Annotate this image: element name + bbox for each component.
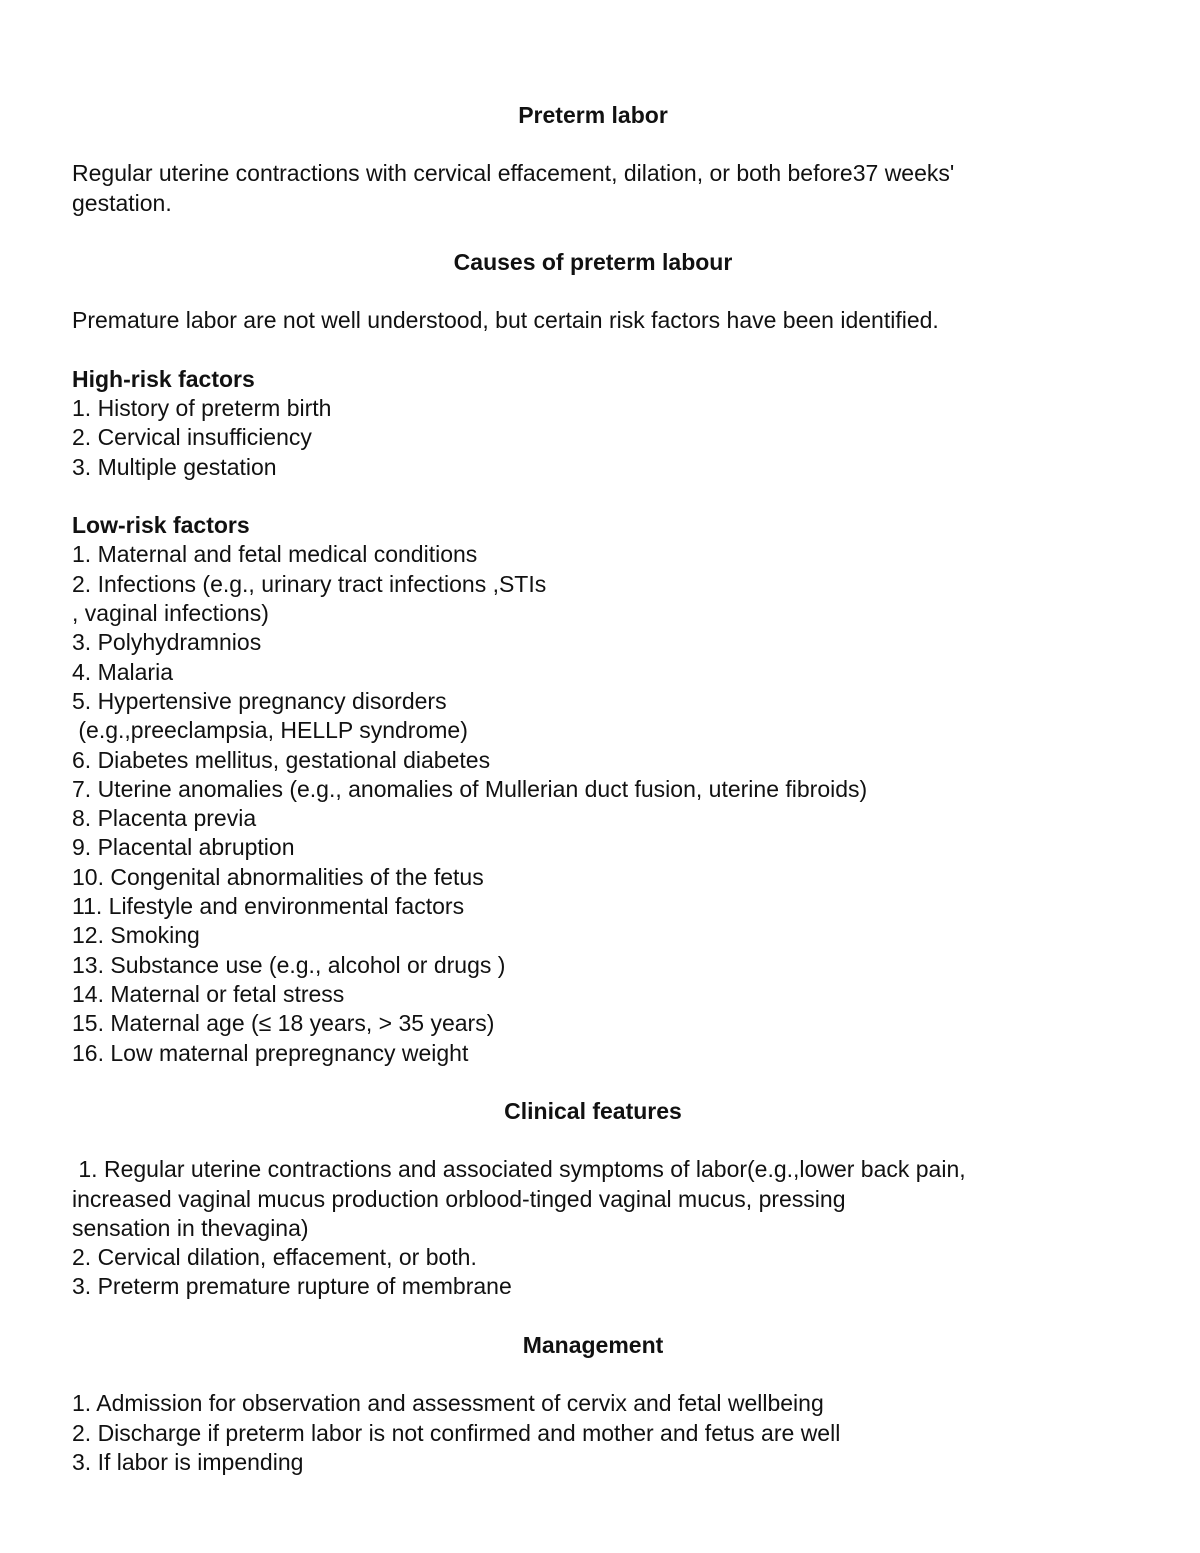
low-risk-item: 16. Low maternal prepregnancy weight [72, 1040, 469, 1066]
high-risk-item: 1. History of preterm birth [72, 395, 332, 421]
low-risk-item: 8. Placenta previa [72, 805, 257, 831]
low-risk-item: 14. Maternal or fetal stress [72, 981, 345, 1007]
low-risk-item: 2. Infections (e.g., urinary tract infections ,STIs [72, 571, 547, 597]
management-item: 2. Discharge if preterm labor is not confirmed and mother and fetus are well [72, 1420, 841, 1446]
low-risk-item: 10. Congenital abnormalities of the fetus [72, 864, 484, 890]
definition-line: gestation. [72, 190, 172, 216]
low-risk-item: 7. Uterine anomalies (e.g., anomalies of Mullerian duct fusion, uterine fibroids) [72, 776, 868, 802]
high-risk-item: 3. Multiple gestation [72, 454, 277, 480]
low-risk-heading: Low-risk factors [72, 512, 250, 538]
management-item: 3. If labor is impending [72, 1449, 304, 1475]
page-title: Preterm labor [518, 102, 668, 128]
low-risk-item: 13. Substance use (e.g., alcohol or drugs ) [72, 952, 506, 978]
management-item: 1. Admission for observation and assessment of cervix and fetal wellbeing [72, 1390, 824, 1416]
clinical-item: 1. Regular uterine contractions and associated symptoms of labor(e.g.,lower back pain, [72, 1156, 966, 1182]
clinical-item: increased vaginal mucus production orblood-tinged vaginal mucus, pressing [72, 1186, 846, 1212]
causes-intro: Premature labor are not well understood, but certain risk factors have been identified. [72, 307, 939, 333]
low-risk-item: 6. Diabetes mellitus, gestational diabetes [72, 747, 491, 773]
low-risk-item: 1. Maternal and fetal medical conditions [72, 541, 478, 567]
high-risk-heading: High-risk factors [72, 366, 255, 392]
clinical-item: sensation in thevagina) [72, 1215, 309, 1241]
low-risk-item: 9. Placental abruption [72, 834, 295, 860]
low-risk-item: 3. Polyhydramnios [72, 629, 262, 655]
clinical-heading: Clinical features [504, 1098, 682, 1124]
low-risk-item: (e.g.,preeclampsia, HELLP syndrome) [72, 717, 468, 743]
low-risk-item: 12. Smoking [72, 922, 200, 948]
low-risk-item: 4. Malaria [72, 659, 173, 685]
clinical-item: 3. Preterm premature rupture of membrane [72, 1273, 512, 1299]
low-risk-item: , vaginal infections) [72, 600, 269, 626]
high-risk-item: 2. Cervical insufficiency [72, 424, 312, 450]
low-risk-item: 11. Lifestyle and environmental factors [72, 893, 465, 919]
management-heading: Management [522, 1332, 664, 1358]
low-risk-item: 5. Hypertensive pregnancy disorders [72, 688, 447, 714]
definition-line: Regular uterine contractions with cervical effacement, dilation, or both before37 weeks' [72, 160, 955, 186]
causes-heading: Causes of preterm labour [453, 249, 733, 275]
low-risk-item: 15. Maternal age (≤ 18 years, > 35 years) [72, 1010, 495, 1036]
clinical-item: 2. Cervical dilation, effacement, or both. [72, 1244, 477, 1270]
